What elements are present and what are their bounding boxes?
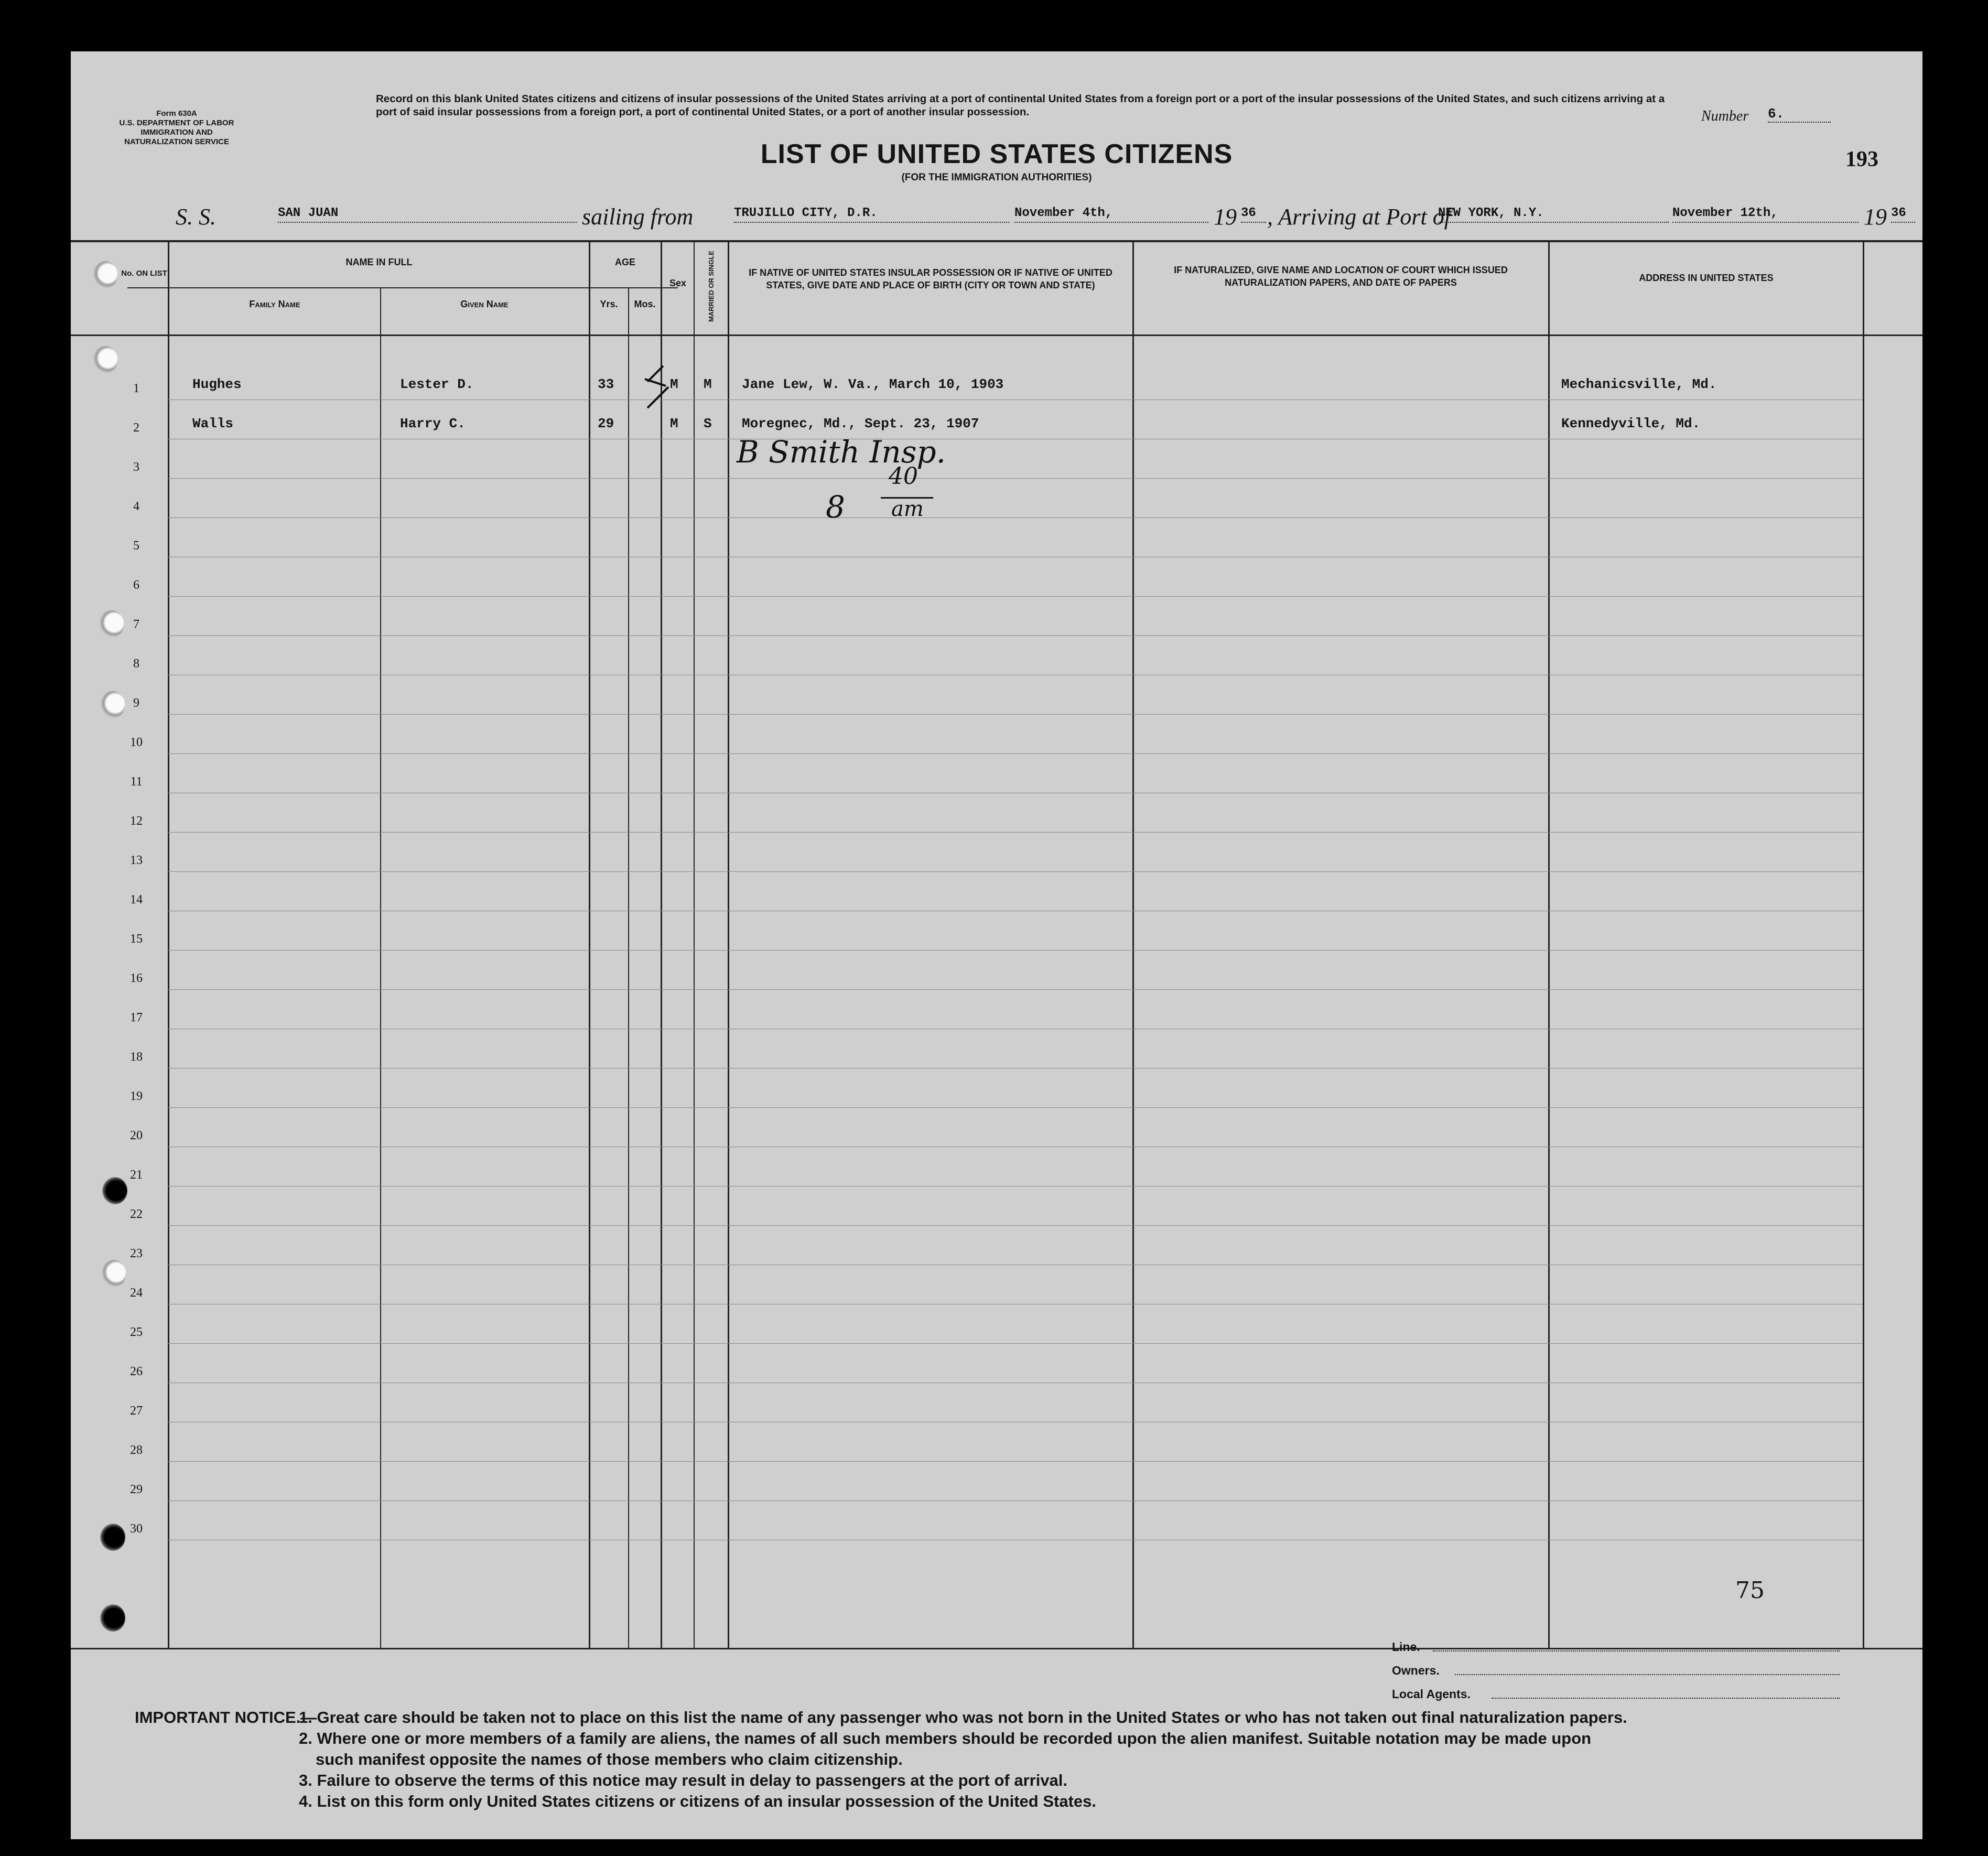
punch-hole <box>101 1260 126 1287</box>
row-number: 4 <box>133 500 139 513</box>
row-number: 28 <box>130 1443 143 1457</box>
row-number: 14 <box>130 893 143 907</box>
row-number: 16 <box>130 972 143 985</box>
table-bottom-rule <box>71 1648 1922 1649</box>
col-rule <box>628 287 629 1648</box>
row-rule <box>168 1068 1863 1069</box>
col-rule <box>1548 241 1550 1648</box>
row-number: 11 <box>130 775 143 789</box>
row-rule <box>168 1107 1863 1108</box>
row-number: 27 <box>130 1404 143 1418</box>
header-age: AGE <box>614 257 635 267</box>
row-number: 30 <box>130 1522 143 1536</box>
row-number: 5 <box>133 539 139 553</box>
cell-age-years: 29 <box>598 416 614 431</box>
row-rule <box>168 832 1863 833</box>
number-label: Number <box>1701 108 1749 124</box>
form-number: Form 630A <box>156 109 197 118</box>
header-married: MARRIED OR SINGLE <box>707 251 715 322</box>
page-count: 75 <box>1735 1577 1765 1604</box>
page-number: 193 <box>1845 147 1878 171</box>
row-number: 3 <box>133 460 139 474</box>
header-sex: Sex <box>669 278 687 288</box>
row-number: 20 <box>130 1129 143 1142</box>
header-mos: Mos. <box>634 299 656 309</box>
dept-line: U.S. DEPARTMENT OF LABOR <box>119 118 234 127</box>
row-number: 25 <box>130 1325 143 1339</box>
row-rule <box>168 596 1863 597</box>
row-number: 26 <box>130 1365 143 1378</box>
row-rule <box>168 989 1863 990</box>
punch-hole <box>99 610 124 638</box>
notice-item: 1. Great care should be taken not to place on this list the name of any passenger who was not born in the United States or who has not taken out final naturalization papers. <box>299 1708 1627 1726</box>
cell-age-years: 33 <box>598 376 614 392</box>
notice-lead: IMPORTANT NOTICE.— <box>135 1708 317 1726</box>
row-number: 24 <box>130 1286 143 1300</box>
page-title: LIST OF UNITED STATES CITIZENS <box>760 139 1233 169</box>
arrival-year: 36 <box>1891 206 1915 223</box>
departure-date: November 4th, <box>1014 206 1208 223</box>
row-number: 29 <box>130 1483 143 1496</box>
col-rule <box>728 241 729 1648</box>
row-number: 8 <box>133 657 139 671</box>
header-address: ADDRESS IN UNITED STATES <box>1639 273 1774 283</box>
notice-item: such manifest opposite the names of those members who claim citizenship. <box>316 1750 903 1768</box>
cell-given-name: Harry C. <box>400 416 466 431</box>
row-number: 9 <box>133 696 139 710</box>
notice-item: 4. List on this form only United States citizens or citizens of an insular possession of the United States. <box>299 1792 1096 1810</box>
punch-hole <box>93 346 118 373</box>
row-rule <box>168 950 1863 951</box>
departure-year: 36 <box>1241 206 1266 223</box>
row-number: 21 <box>130 1168 143 1182</box>
sailing-label: sailing from <box>582 204 694 230</box>
arrival-date: November 12th, <box>1672 206 1859 223</box>
footer-agents-label: Local Agents. <box>1392 1687 1471 1701</box>
header-name-in-full: NAME IN FULL <box>345 257 413 267</box>
departure-port: TRUJILLO CITY, D.R. <box>734 206 1009 223</box>
row-rule <box>168 1343 1863 1344</box>
header-naturalized: IF NATURALIZED, GIVE NAME AND LOCATION OF COURT WHICH ISSUED NATURALIZATION PAPERS, AND DATE OF PAPERS <box>1174 265 1508 288</box>
arrival-port: NEW YORK, N.Y. <box>1438 206 1669 223</box>
header-family-name: Family Name <box>249 299 300 309</box>
header-bottom-rule <box>71 334 1922 336</box>
ship-name: SAN JUAN <box>278 206 577 223</box>
notice-item: 3. Failure to observe the terms of this notice may result in delay to passengers at the port of arrival. <box>299 1771 1068 1789</box>
row-number: 2 <box>133 421 139 435</box>
col-rule <box>1863 241 1864 1648</box>
cell-birth: Moregnec, Md., Sept. 23, 1907 <box>742 416 979 431</box>
row-rule <box>168 1461 1863 1462</box>
header-native: IF NATIVE OF UNITED STATES INSULAR POSSESSION OR IF NATIVE OF UNITED STATES, GIVE DATE AND PLACE OF BIRTH (CITY OR TOWN AND STATE) <box>749 267 1112 290</box>
top-instructions: Record on this blank United States citizens and citizens of insular possessions of the United States arriving at a port of continental United States from a foreign port or a port of the insular possessions of the United States, and such citizens arriving at a port of said insular possessions from a foreign port, a port of continental United States, or a port of another insular possession. <box>376 93 1665 118</box>
footer-owners-label: Owners. <box>1392 1664 1440 1677</box>
cell-address: Mechanicsville, Md. <box>1561 376 1717 392</box>
page-subtitle: (FOR THE IMMIGRATION AUTHORITIES) <box>901 172 1092 183</box>
arrival-year-prefix: 19 <box>1864 204 1887 230</box>
row-number: 18 <box>130 1050 143 1064</box>
cell-family-name: Walls <box>192 416 234 431</box>
row-rule <box>168 1225 1863 1226</box>
row-rule <box>168 478 1863 479</box>
col-rule <box>380 287 381 1648</box>
punch-hole <box>100 1604 125 1632</box>
cell-given-name: Lester D. <box>400 376 474 392</box>
footer-owners-rule <box>1455 1674 1840 1675</box>
notice-item: 2. Where one or more members of a family are aliens, the names of all such members should be recorded upon the alien manifest. Suitable notation may be made upon <box>299 1729 1592 1747</box>
row-rule <box>168 871 1863 872</box>
handwritten-time-hour: 8 <box>826 489 845 525</box>
header-given-name: Given Name <box>460 299 509 309</box>
row-number: 22 <box>130 1207 143 1221</box>
punch-hole <box>93 261 118 288</box>
dept-line: IMMIGRATION AND <box>141 128 213 137</box>
footer-line-label: Line. <box>1392 1640 1420 1654</box>
row-rule <box>168 635 1863 636</box>
footer-agents-rule <box>1492 1698 1840 1699</box>
punch-hole <box>100 1524 125 1551</box>
row-rule <box>168 714 1863 715</box>
cell-sex: M <box>670 376 678 392</box>
row-rule <box>168 517 1863 518</box>
manifest-sheet <box>71 51 1922 1839</box>
header-no: No. ON LIST <box>121 269 167 278</box>
handwritten-time-ampm: am <box>891 497 924 521</box>
col-rule <box>694 241 695 1648</box>
row-number: 15 <box>130 932 143 946</box>
departure-year-prefix: 19 <box>1214 204 1237 230</box>
row-number: 10 <box>130 736 143 749</box>
number-value: 6. <box>1768 106 1831 123</box>
cell-birth: Jane Lew, W. Va., March 10, 1903 <box>742 376 1004 392</box>
col-rule <box>1132 241 1134 1648</box>
footer-line-rule <box>1433 1650 1840 1652</box>
col-rule <box>589 241 590 1648</box>
cell-address: Kennedyville, Md. <box>1561 416 1701 431</box>
cell-married: M <box>704 376 712 392</box>
col-rule <box>661 241 662 1648</box>
header-sub-rule <box>127 287 678 288</box>
cell-family-name: Hughes <box>192 376 242 392</box>
handwritten-tick-marks <box>637 355 679 424</box>
ss-label: S. S. <box>176 204 216 230</box>
row-number: 17 <box>130 1011 143 1024</box>
row-number: 23 <box>130 1247 143 1260</box>
arriving-label: , Arriving at Port of <box>1267 204 1451 230</box>
dept-line: NATURALIZATION SERVICE <box>124 137 229 146</box>
header-yrs: Yrs. <box>600 299 618 309</box>
cell-sex: M <box>670 416 678 431</box>
table-top-rule <box>71 240 1922 242</box>
punch-hole <box>100 691 125 718</box>
row-rule <box>168 753 1863 754</box>
row-number: 7 <box>133 618 139 631</box>
row-number: 13 <box>130 854 143 867</box>
inspector-signature: B Smith Insp. <box>737 434 946 470</box>
cell-married: S <box>704 416 712 431</box>
row-number: 6 <box>133 578 139 592</box>
col-rule <box>168 241 169 1648</box>
row-number: 1 <box>133 382 139 395</box>
handwritten-time-minutes: 40 <box>889 463 918 490</box>
punch-hole <box>102 1177 127 1204</box>
row-number: 19 <box>130 1089 143 1103</box>
row-number: 12 <box>130 814 143 828</box>
